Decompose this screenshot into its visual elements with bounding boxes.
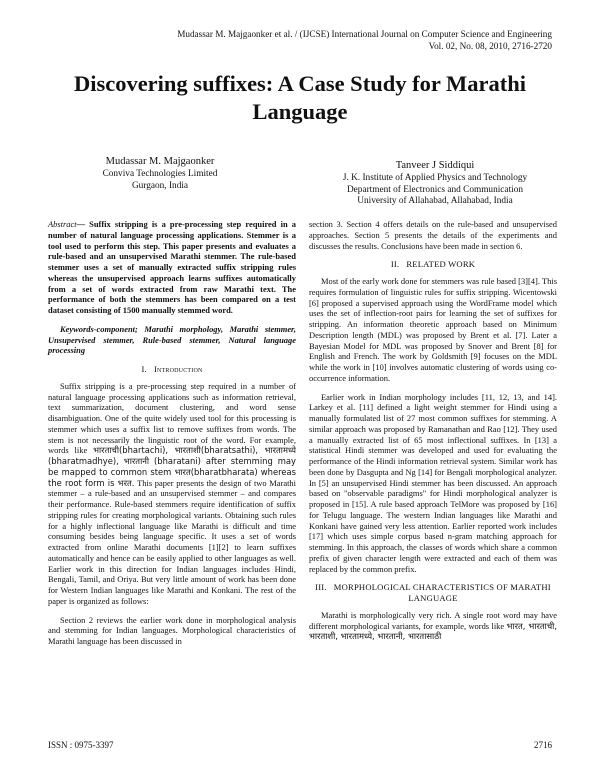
sections-overview: section 3. Section 4 offers details on the rule-based and unsupervised approaches. Section 5 presents the details of the experiments and discusses the results. Conclusions have been made in section 6. xyxy=(309,219,557,251)
author-affiliation: Conviva Technologies Limited xyxy=(102,169,218,179)
header-volume: Vol. 02, No. 08, 2010, 2716-2720 xyxy=(428,40,552,51)
footer-page-number: 2716 xyxy=(534,740,552,750)
morphology-paragraph: Marathi is morphologically very rich. A single root word may have different morphological variants, for example, words like भारत, भारताची, भारताशी, भारतामध्ये, भारतानी, भारतासाठी xyxy=(309,609,557,642)
right-column xyxy=(309,219,557,650)
author-block-1 xyxy=(60,155,260,192)
section-heading-related-work: II. RELATED WORK xyxy=(390,259,476,270)
running-header xyxy=(177,29,552,52)
author-location: Gurgaon, India xyxy=(131,180,189,191)
section-heading-morphology: III. MORPHOLOGICAL CHARACTERISTICS OF MARATHI LANGUAGE xyxy=(315,582,551,603)
intro-paragraph-1: Suffix stripping is a pre-processing step required in a number of natural language processing applications such as information retrieval, text summarization, document clustering, and word sense disambiguation. One of the quite widely used tool for this processing is stemmer which uses a suffix list to remove suffixes from words. The stem is not necessarily the linguistic root of the word. For example, words like भारताची(bhartachi), भारताशी(bharatsathi), भारतामध्ये (bharatmadhye), भारतानी (bharatani) after stemming may be mapped to common stem भारत(bharatbharata) whereas the root form is भरत. This paper presents the design of two Marathi stemmer – a rule-based and an unsupervised stemmer – and compares their performance. Rule-based stemmers require identification of suffix stripping rules for creating morphological variants. Obtaining such rules for a highly inflectional language like Marathi is difficult and time consuming besides being language specific. It uses a set of words extracted from online Marathi documents [1][2] to learn suffixes automatically and hence can be easily applied to other languages as well. Earlier work in this direction for Indian languages includes Hindi, Bengali, Tamil, and Oriya. But very little amount of work has been done for Western Indian languages like Marathi and Konkani. The rest of the paper is organized as follows: xyxy=(48,380,296,606)
related-work-paragraph-1: Most of the early work done for stemmers was rule based [3][4]. This requires formulation of linguistic rules for suffix stripping. Wicentowski [6] proposed a supervised approach using the WordFrame model which uses the set of inflection-root pairs for learning the set of suffixes for stripping. An information theoretic approach based on Minimum Description length (MDL) was proposed by Brent et al. [7]. Later a Bayesian Model for MDL was proposed by Snover and Brent [8] for English and French. The work by Goldsmith [9] focuses on the MDL while the work in [10] involves automatic clustering of words using co-occurrence information. xyxy=(309,276,557,383)
section-heading-intro: I. Introduction xyxy=(141,364,203,374)
abstract-text: — Suffix stripping is a pre-processing step required in a number of natural language processing applications. Stemmer is a tool used to perform this step. This paper presents and evaluates a rule-based and an unsupervised Marathi stemmer. The rule-based stemmer uses a set of manually extracted suffix stripping rules whereas the unsupervised approach learns suffixes automatically from a set of words extracted from raw Marathi text. The performance of both the stemmers has been compared on a test dataset consisting of 1500 manually stemmed word. xyxy=(48,219,296,315)
author-name: Tanveer J Siddiqui xyxy=(395,160,475,171)
devanagari-examples: भारताची(bhartachi), भारताशी(bharatsathi), भारतामध्ये (bharatmadhye), भारतानी (bharatani) after stemming may be mapped to common stem भारत(bharatbharata) whereas the root form is भरत. xyxy=(48,445,296,488)
left-column xyxy=(48,219,296,655)
footer-issn: ISSN : 0975-3397 xyxy=(48,740,114,750)
abstract-lead: Abstract xyxy=(48,219,77,229)
author-location: University of Allahabad, Allahabad, India xyxy=(357,196,513,207)
header-journal: Mudassar M. Majgaonker et al. / (IJCSE) International Journal on Computer Science and Engineering xyxy=(177,29,552,39)
keywords: Keywords-component; Marathi morphology, Marathi stemmer, Unsupervised stemmer, Rule-based stemmer, Natural language processing xyxy=(48,323,296,356)
author-department: Department of Electronics and Communication xyxy=(346,184,524,195)
devanagari-variants: भारत, भारताची, भारताशी, भारतामध्ये, भारतानी, भारतासाठी xyxy=(309,620,557,642)
author-name: Mudassar M. Majgaonker xyxy=(105,156,215,167)
author-block-2 xyxy=(310,159,560,208)
related-work-paragraph-2: Earlier work in Indian morphology includes [11, 12, 13, and 14]. Larkey et al. [11] defined a light weight stemmer for Hindi using a manually formulated list of 27 most common suffixes for stemming. A similar approach was proposed by Ramanathan and Rao [12]. They used a manually extracted list of 65 most inflectional suffixes. In [13] a statistical Hindi stemmer was developed and used for evaluating the performance of the Hindi information retrieval system. Similar work has been done by Dasgupta and Ng [14] for Bengali morphological analyzer. In [5] an unsupervised Hindi stemmer has been discussed. An approach based on "observable paradigms" for Hindi morphological analyzer is proposed in [15]. A rule based approach TelMore was proposed by [16] for Telugu language. The western Indian languages like Marathi and Konkani have gained very less attention. Earlier reported work includes [17] which uses simple corpus based n-gram matching approach for stemming. In this approach, the classes of words which share a common prefix of given character length were extracted and each of them was replaced by the common prefix. xyxy=(309,391,557,574)
abstract xyxy=(48,219,296,316)
author-affiliation: J. K. Institute of Applied Physics and Technology xyxy=(342,173,528,183)
paper-title: Discovering suffixes: A Case Study for Marathi Language xyxy=(73,71,527,124)
intro-paragraph-2: Section 2 reviews the earlier work done in morphological analysis and stemming for Indian languages. Morphological characteristics of Marathi language has been discussed in xyxy=(48,614,296,646)
